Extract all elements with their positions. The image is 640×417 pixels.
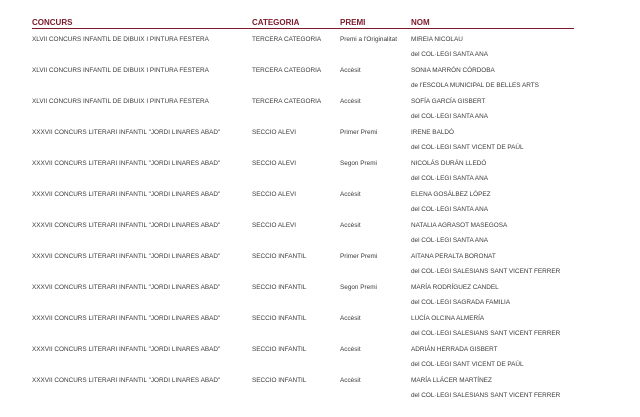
cell-escola: del COL·LEGI SANTA ANA [411,237,488,244]
cell-escola: del COL·LEGI SAGRADA FAMILIA [411,299,511,306]
cell-categoria: TERCERA CATEGORIA [252,67,322,74]
cell-nom: LUCÍA OLCINA ALMERÍA [411,315,485,322]
table-row [32,246,574,277]
table-body [32,29,574,401]
cell-nom: MIREIA NICOLAU [411,36,463,43]
cell-concurs: XXXVII CONCURS LITERARI INFANTIL "JORDI LINARES ABAD" [32,377,221,384]
cell-categoria: SECCIO ALEVI [252,222,297,229]
cell-concurs: XXXVII CONCURS LITERARI INFANTIL "JORDI LINARES ABAD" [32,160,221,167]
cell-concurs: XLVII CONCURS INFANTIL DE DIBUIX I PINTURA FESTERA [32,98,209,105]
cell-concurs: XXXVII CONCURS LITERARI INFANTIL "JORDI LINARES ABAD" [32,346,221,353]
cell-premi: Accèsit [340,377,361,384]
cell-escola: del COL·LEGI SANT VICENT DE PAÚL [411,361,524,368]
cell-nom: ELENA GOSÁLBEZ LÓPEZ [411,191,491,198]
cell-nom: MARÍA LLÁCER MARTÍNEZ [411,377,492,384]
table-row [32,339,574,370]
cell-nom: SOFÍA GARCÍA GISBERT [411,98,486,105]
cell-concurs: XXXVII CONCURS LITERARI INFANTIL "JORDI LINARES ABAD" [32,253,221,260]
cell-escola: del COL·LEGI SANTA ANA [411,113,488,120]
table-row [32,91,574,122]
cell-premi: Accèsit [340,191,361,198]
header-concurs: CONCURS [32,18,73,27]
table-row [32,153,574,184]
awards-table [32,14,574,401]
cell-premi: Accèsit [340,67,361,74]
cell-categoria: TERCERA CATEGORIA [252,98,322,105]
cell-nom: ADRIÁN HERRADA GISBERT [411,346,498,353]
cell-concurs: XLVII CONCURS INFANTIL DE DIBUIX I PINTURA FESTERA [32,67,209,74]
cell-concurs: XLVII CONCURS INFANTIL DE DIBUIX I PINTURA FESTERA [32,36,209,43]
cell-premi: Primer Premi [340,129,378,136]
header-premi: PREMI [340,18,366,27]
cell-escola: del COL·LEGI SALESIANS SANT VICENT FERRER [411,268,561,275]
cell-escola: de l'ESCOLA MUNICIPAL DE BELLES ARTS [411,82,539,89]
cell-concurs: XXXVII CONCURS LITERARI INFANTIL "JORDI LINARES ABAD" [32,222,221,229]
cell-nom: AITANA PERALTA BORONAT [411,253,496,260]
cell-escola: del COL·LEGI SANT VICENT DE PAÚL [411,144,524,151]
cell-categoria: SECCIO INFANTIL [252,284,307,291]
cell-escola: del COL·LEGI SALESIANS SANT VICENT FERRER [411,330,561,337]
cell-nom: IRENE BALDÓ [411,129,454,136]
cell-premi: Premi a l'Originalitat [340,36,397,43]
table-row [32,370,574,401]
cell-premi: Accèsit [340,346,361,353]
cell-escola: del COL·LEGI SANTA ANA [411,175,488,182]
cell-premi: Accèsit [340,222,361,229]
cell-concurs: XXXVII CONCURS LITERARI INFANTIL "JORDI LINARES ABAD" [32,284,221,291]
header-categoria: CATEGORIA [252,18,300,27]
cell-categoria: SECCIO ALEVI [252,160,297,167]
table-row [32,308,574,339]
table-row [32,277,574,308]
cell-premi: Accèsit [340,98,361,105]
cell-categoria: TERCERA CATEGORIA [252,36,322,43]
cell-escola: del COL·LEGI SANTA ANA [411,51,488,58]
table-row [32,29,574,60]
cell-concurs: XXXVII CONCURS LITERARI INFANTIL "JORDI LINARES ABAD" [32,315,221,322]
cell-categoria: SECCIO ALEVI [252,129,297,136]
table-header [32,14,574,29]
table-row [32,215,574,246]
cell-concurs: XXXVII CONCURS LITERARI INFANTIL "JORDI LINARES ABAD" [32,129,221,136]
cell-concurs: XXXVII CONCURS LITERARI INFANTIL "JORDI LINARES ABAD" [32,191,221,198]
cell-categoria: SECCIO ALEVI [252,191,297,198]
cell-categoria: SECCIO INFANTIL [252,315,307,322]
cell-escola: del COL·LEGI SANTA ANA [411,206,488,213]
cell-categoria: SECCIO INFANTIL [252,377,307,384]
cell-categoria: SECCIO INFANTIL [252,346,307,353]
cell-premi: Accèsit [340,315,361,322]
cell-escola: del COL·LEGI SALESIANS SANT VICENT FERRER [411,392,561,399]
cell-nom: SONIA MARRÓN CÓRDOBA [411,67,495,74]
table-row [32,60,574,91]
table-row [32,184,574,215]
cell-categoria: SECCIO INFANTIL [252,253,307,260]
cell-premi: Segon Premi [340,160,377,167]
table-row [32,122,574,153]
cell-premi: Segon Premi [340,284,377,291]
header-nom: NOM [411,18,430,27]
cell-nom: NATALIA AGRASOT MASEGOSA [411,222,508,229]
cell-nom: MARÍA RODRÍGUEZ CANDEL [411,284,499,291]
cell-nom: NICOLÁS DURÁN LLEDÓ [411,160,487,167]
cell-premi: Primer Premi [340,253,378,260]
